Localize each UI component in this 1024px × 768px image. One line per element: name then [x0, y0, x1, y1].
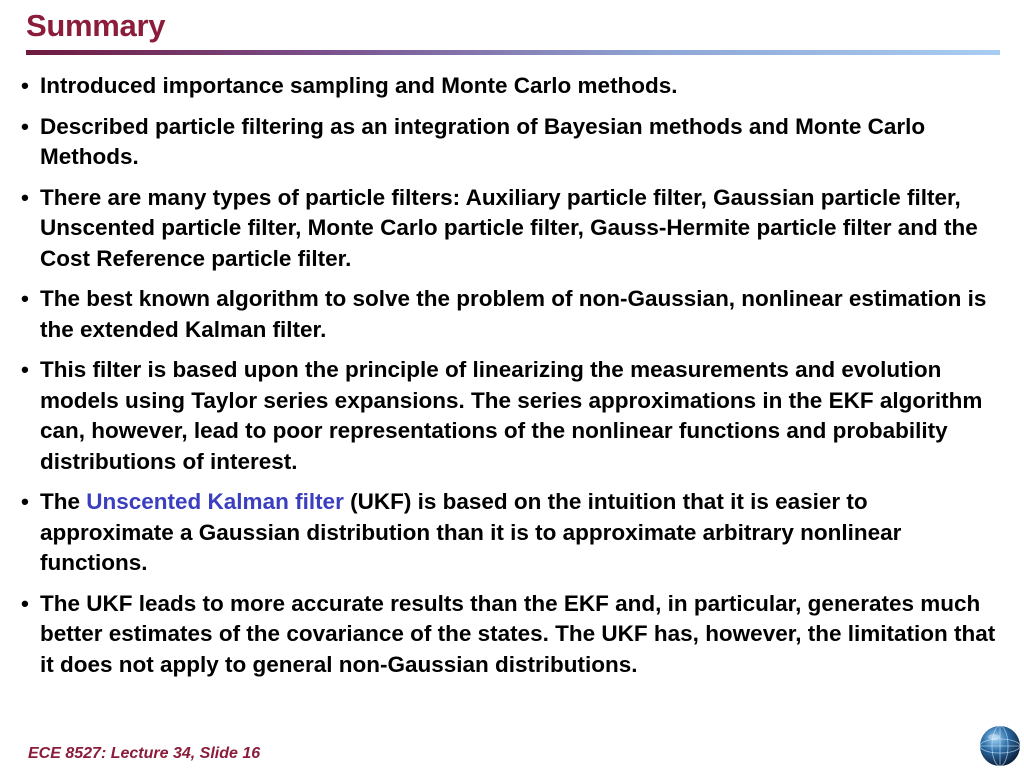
title-underline: [26, 50, 1000, 55]
bullet-item-5: [16, 355, 1006, 477]
bullet-text: There are many types of particle filters: Auxiliary particle filter, Gaussian particle filter, Unscented particle filter, Monte Carlo particle filter, Gauss-Hermite particle filter and the Cost Reference particle filter.: [40, 184, 978, 271]
bullet-item-6: [16, 487, 1006, 579]
bullet-list: [16, 71, 1006, 690]
bullet-marker: •: [21, 73, 29, 98]
slide-title: Summary: [26, 8, 166, 43]
slide-footer: ECE 8527: Lecture 34, Slide 16: [28, 745, 261, 762]
bullet-text: Introduced importance sampling and Monte Carlo methods.: [40, 73, 678, 98]
bullet-item-3: [16, 183, 1006, 275]
bullet-text: This filter is based upon the principle of linearizing the measurements and evolution models using Taylor series expansions. The series approximations in the EKF algorithm can, however, lead to poor representations of the nonlinear functions and probability distributions of interest.: [40, 357, 983, 474]
bullet-item-7: [16, 589, 1006, 681]
bullet-marker: •: [21, 357, 29, 382]
bullet-text-before: The: [40, 489, 87, 514]
bullet-item-2: [16, 112, 1006, 173]
ukf-link[interactable]: Unscented Kalman filter: [86, 489, 344, 514]
bullet-item-1: [16, 71, 1006, 102]
bullet-marker: •: [21, 489, 29, 514]
bullet-text: The best known algorithm to solve the problem of non-Gaussian, nonlinear estimation is the extended Kalman filter.: [40, 286, 987, 342]
bullet-text: Described particle filtering as an integration of Bayesian methods and Monte Carlo Methods.: [40, 113, 926, 169]
bullet-marker: •: [21, 184, 29, 210]
bullet-marker: •: [21, 590, 29, 616]
bullet-marker: •: [21, 113, 29, 139]
bullet-marker: •: [21, 286, 29, 311]
globe-icon: [978, 724, 1022, 768]
bullet-text-after: (UKF) is based on the intuition that it is easier to approximate a Gaussian distribution than it is to approximate arbitrary nonlinear functions.: [40, 489, 902, 575]
bullet-text: The UKF leads to more accurate results than the EKF and, in particular, generates much better estimates of the covariance of the states. The UKF has, however, the limitation that it does not apply to general non-Gaussian distributions.: [40, 590, 996, 677]
bullet-item-4: [16, 284, 1006, 345]
